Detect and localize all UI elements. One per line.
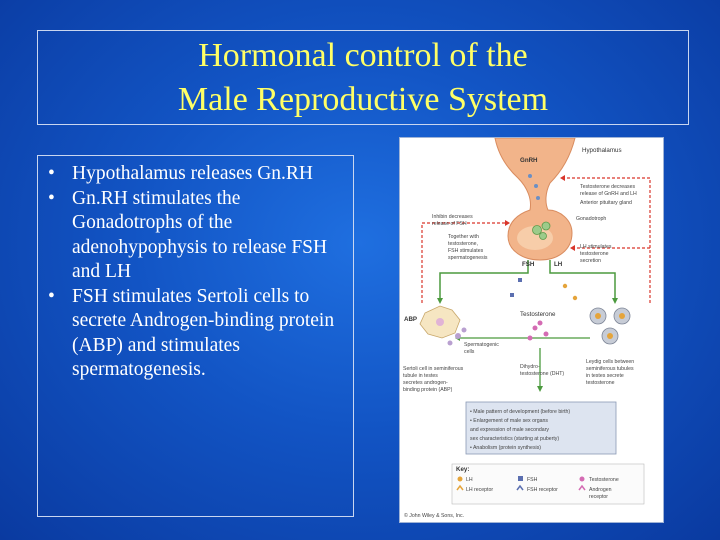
label-lh: LH	[554, 261, 563, 268]
label-anterior-pituitary: Anterior pituitary gland	[580, 200, 632, 206]
bullet-dot: •	[48, 285, 55, 307]
bullet-dot: •	[48, 163, 55, 184]
testosterone-marker	[528, 336, 533, 341]
figure-copyright: © John Wiley & Sons, Inc.	[404, 513, 465, 519]
lh-marker	[563, 284, 567, 288]
label-abp: ABP	[404, 316, 418, 323]
label-inhibin-decreases: Inhibin decreases	[432, 214, 473, 220]
effect-line: • Male pattern of development (before birth)	[470, 409, 571, 415]
gnrh-dot	[536, 196, 540, 200]
gonadotroph-cell	[533, 226, 542, 235]
bullet-list	[48, 162, 343, 383]
arrowhead	[570, 245, 575, 251]
key-fsh-swatch	[518, 476, 523, 481]
leydig-nucleus	[607, 333, 613, 339]
label-gonadotroph: Gonadotroph	[576, 216, 607, 222]
effect-line: sex characteristics (starting at puberty)	[470, 436, 560, 442]
bullet-dot: •	[48, 187, 55, 209]
bullet-text: Gn.RH stimulates the Gonadotrophs of the adenohypophysis to release FSH and LH	[72, 187, 328, 282]
label-fsh: FSH	[522, 261, 535, 268]
effect-line: • Enlargement of male sex organs	[470, 418, 548, 424]
slide-title-line-1: Hormonal control of the	[198, 36, 528, 74]
fsh-marker	[510, 293, 514, 297]
gonadotroph-cell	[540, 233, 547, 240]
label-hypothalamus: Hypothalamus	[582, 147, 622, 154]
label-testosterone-secretion-2: secretion	[580, 258, 602, 264]
lh-marker	[573, 296, 577, 300]
testosterone-marker	[533, 326, 538, 331]
key-androgen-label-2: receptor	[589, 494, 609, 500]
label-testosterone-decreases: Testosterone decreases	[580, 184, 636, 190]
label-release-fsh: release of FSH	[432, 221, 467, 227]
label-fsh-stimulates: FSH stimulates	[448, 248, 484, 254]
key-lh-label: LH	[466, 477, 473, 483]
key-fsh-label: FSH	[527, 477, 538, 483]
label-dihydro: Dihydro-	[520, 364, 540, 370]
label-sertoli-2: tubule in testes	[403, 373, 438, 379]
label-sertoli-4: binding protein (ABP)	[403, 387, 453, 393]
label-leydig-3: in testes secrete	[586, 373, 624, 379]
key-lh-receptor-label: LH receptor	[466, 487, 494, 493]
effect-line: and expression of male secondary	[470, 427, 550, 433]
bullet-text-box	[37, 155, 354, 517]
key-title: Key:	[456, 466, 470, 473]
label-sertoli-1: Sertoli cell in seminiferous	[403, 366, 464, 372]
effect-line: • Anabolism (protein synthesis)	[470, 445, 542, 451]
key-lh-swatch	[458, 477, 463, 482]
hormone-diagram-svg	[400, 138, 663, 522]
key-box	[452, 464, 644, 504]
arrowhead	[612, 298, 618, 304]
leydig-nucleus	[595, 313, 601, 319]
label-dht: testosterone (DHT)	[520, 371, 565, 377]
label-spermatogenic: Spermatogenic	[464, 342, 499, 348]
arrowhead	[437, 298, 443, 304]
spermatogenic-cell	[462, 328, 467, 333]
gnrh-dot	[528, 174, 532, 178]
label-leydig-4: testosterone	[586, 380, 615, 386]
label-lh-stimulates: LH stimulates	[580, 244, 612, 250]
bullet-text: Hypothalamus releases Gn.RH	[72, 163, 313, 184]
label-testosterone-comma: testosterone,	[448, 241, 478, 247]
bullet-item	[48, 162, 343, 187]
gnrh-dot	[534, 184, 538, 188]
title-box	[37, 30, 689, 125]
arrowhead	[505, 220, 510, 226]
label-release-gnrh-lh: release of GnRH and LH	[580, 191, 637, 197]
arrowhead	[560, 175, 565, 181]
label-gnrh: GnRH	[520, 157, 538, 164]
fsh-marker	[518, 278, 522, 282]
key-testosterone-swatch	[580, 477, 585, 482]
testosterone-marker	[538, 321, 543, 326]
hormone-diagram-figure	[399, 137, 664, 523]
sertoli-nucleus	[436, 318, 444, 326]
key-testosterone-label: Testosterone	[589, 477, 619, 483]
key-fsh-receptor-label: FSH receptor	[527, 487, 558, 493]
bullet-item	[48, 285, 343, 383]
label-leydig-1: Leydig cells between	[586, 359, 635, 365]
fsh-pathway-arrow	[440, 260, 528, 298]
label-sertoli-3: secretes androgen-	[403, 380, 448, 386]
bullet-item	[48, 187, 343, 285]
gonadotroph-cell	[542, 222, 550, 230]
slide-title-line-2: Male Reproductive System	[177, 80, 549, 118]
label-spermatogenesis: spermatogenesis	[448, 255, 488, 261]
label-leydig-2: seminiferous tubules	[586, 366, 634, 372]
arrowhead	[537, 386, 543, 392]
testosterone-marker	[544, 332, 549, 337]
label-together-with: Together with	[448, 234, 479, 240]
label-testosterone-secretion-1: testosterone	[580, 251, 609, 257]
label-testosterone: Testosterone	[520, 311, 556, 318]
spermatogenic-cell	[448, 341, 453, 346]
key-androgen-label-1: Androgen	[589, 487, 612, 493]
bullet-text: FSH stimulates Sertoli cells to secrete Androgen-binding protein (ABP) and stimulates spermatogenesis.	[72, 285, 335, 380]
spermatogenic-cell	[455, 333, 461, 339]
label-cells: cells	[464, 349, 475, 355]
leydig-nucleus	[619, 313, 625, 319]
